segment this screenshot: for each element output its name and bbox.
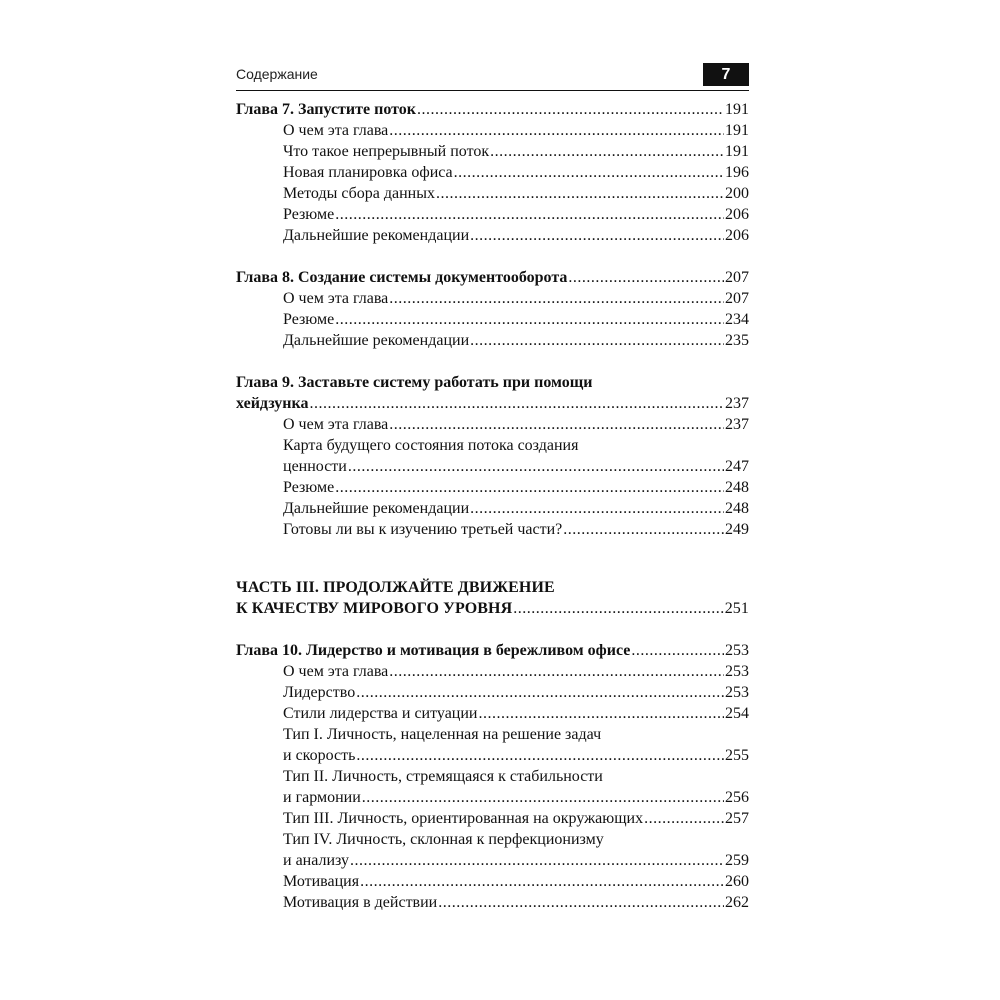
toc-entry-page: 237 xyxy=(725,416,749,433)
toc-entry-title: Глава 8. Создание системы документооборота xyxy=(236,269,568,286)
toc-entry[interactable] xyxy=(236,871,749,892)
dot-leader xyxy=(417,99,724,120)
dot-leader xyxy=(490,141,724,162)
toc-entry-page: 257 xyxy=(725,810,749,827)
toc-entry-page: 262 xyxy=(725,894,749,911)
toc-entry-title: Тип I. Личность, нацеленная на решение задач xyxy=(283,726,602,743)
toc-entry-line2[interactable] xyxy=(236,850,749,871)
dot-leader xyxy=(470,330,724,351)
toc-entry-title: Стили лидерства и ситуации xyxy=(283,705,478,722)
toc-entry[interactable] xyxy=(236,162,749,183)
toc-entry-page: 260 xyxy=(725,873,749,890)
dot-leader xyxy=(356,682,724,703)
dot-leader xyxy=(362,787,724,808)
toc-entry-page: 254 xyxy=(725,705,749,722)
toc-entry-title: Методы сбора данных xyxy=(283,185,435,202)
toc-entry[interactable] xyxy=(236,288,749,309)
spacer xyxy=(236,351,749,372)
toc-entry-title: ЧАСТЬ III. ПРОДОЛЖАЙТЕ ДВИЖЕНИЕ xyxy=(236,579,555,596)
toc-entry-title: ценности xyxy=(283,458,347,475)
toc-chapter-9-line1[interactable] xyxy=(236,372,749,393)
spacer xyxy=(236,540,749,577)
dot-leader xyxy=(356,745,724,766)
toc-entry-title: Резюме xyxy=(283,206,335,223)
toc-entry-line2[interactable] xyxy=(236,745,749,766)
toc-entry[interactable] xyxy=(236,225,749,246)
toc-entry[interactable] xyxy=(236,477,749,498)
toc-entry-line1[interactable] xyxy=(236,766,749,787)
toc-entry-line1[interactable] xyxy=(236,724,749,745)
toc-entry-title: и скорость xyxy=(283,747,356,764)
toc-entry-title: Тип III. Личность, ориентированная на окружающих xyxy=(283,810,644,827)
dot-leader xyxy=(389,288,724,309)
toc-entry[interactable] xyxy=(236,204,749,225)
dot-leader xyxy=(360,871,724,892)
dot-leader xyxy=(478,703,724,724)
toc-entry-title: хейдзунка xyxy=(236,395,309,412)
toc-entry-page: 191 xyxy=(725,101,749,118)
toc-chapter-8[interactable] xyxy=(236,267,749,288)
dot-leader xyxy=(389,661,724,682)
dot-leader xyxy=(389,414,724,435)
toc-entry[interactable] xyxy=(236,141,749,162)
toc-entry-line2[interactable] xyxy=(236,787,749,808)
toc-entry-page: 235 xyxy=(725,332,749,349)
toc-chapter-7[interactable] xyxy=(236,99,749,120)
toc-entry-title: Дальнейшие рекомендации xyxy=(283,227,470,244)
toc-entry[interactable] xyxy=(236,498,749,519)
dot-leader xyxy=(513,598,723,619)
toc-entry-line2[interactable] xyxy=(236,456,749,477)
toc-entry-page: 206 xyxy=(725,206,749,223)
toc-entry-title: Новая планировка офиса xyxy=(283,164,453,181)
spacer xyxy=(236,246,749,267)
toc-entry[interactable] xyxy=(236,309,749,330)
toc-entry-title: Карта будущего состояния потока создания xyxy=(283,437,579,454)
dot-leader xyxy=(350,850,724,871)
toc-chapter-9-line2[interactable] xyxy=(236,393,749,414)
running-head xyxy=(236,63,749,87)
toc-part-3-line2[interactable] xyxy=(236,598,749,619)
toc-entry[interactable] xyxy=(236,808,749,829)
toc-entry-page: 248 xyxy=(725,500,749,517)
toc-entry-page: 196 xyxy=(725,164,749,181)
dot-leader xyxy=(470,498,724,519)
toc-entry-title: К КАЧЕСТВУ МИРОВОГО УРОВНЯ xyxy=(236,600,513,617)
toc-entry-page: 191 xyxy=(725,122,749,139)
toc-entry-page: 249 xyxy=(725,521,749,538)
toc-entry-line1[interactable] xyxy=(236,829,749,850)
toc-part-3-line1[interactable] xyxy=(236,577,749,598)
toc-entry-title: О чем эта глава xyxy=(283,416,389,433)
page-number-badge: 7 xyxy=(703,63,749,86)
toc-entry-title: и анализу xyxy=(283,852,349,869)
dot-leader xyxy=(454,162,724,183)
toc-entry-title: Что такое непрерывный поток xyxy=(283,143,490,160)
toc-entry-page: 191 xyxy=(725,143,749,160)
table-of-contents xyxy=(236,99,749,913)
toc-entry-title: Лидерство xyxy=(283,684,356,701)
running-title: Содержание xyxy=(236,66,318,82)
toc-entry-page: 234 xyxy=(725,311,749,328)
toc-entry-title: О чем эта глава xyxy=(283,290,389,307)
dot-leader xyxy=(644,808,724,829)
toc-entry[interactable] xyxy=(236,120,749,141)
toc-entry-line1[interactable] xyxy=(236,435,749,456)
toc-entry[interactable] xyxy=(236,682,749,703)
dot-leader xyxy=(335,477,724,498)
toc-entry-title: О чем эта глава xyxy=(283,122,389,139)
dot-leader xyxy=(310,393,725,414)
toc-entry-page: 247 xyxy=(725,458,749,475)
dot-leader xyxy=(470,225,724,246)
toc-entry-page: 255 xyxy=(725,747,749,764)
toc-entry-page: 207 xyxy=(725,290,749,307)
toc-entry-page: 206 xyxy=(725,227,749,244)
toc-entry-title: Глава 9. Заставьте систему работать при помощи xyxy=(236,374,593,391)
toc-entry-page: 248 xyxy=(725,479,749,496)
toc-entry[interactable] xyxy=(236,892,749,913)
dot-leader xyxy=(335,309,724,330)
toc-entry-title: Тип IV. Личность, склонная к перфекционизму xyxy=(283,831,604,848)
dot-leader xyxy=(389,120,724,141)
toc-entry-title: Резюме xyxy=(283,479,335,496)
toc-entry-title: Мотивация xyxy=(283,873,360,890)
toc-entry-title: Мотивация в действии xyxy=(283,894,438,911)
toc-entry[interactable] xyxy=(236,661,749,682)
toc-entry-page: 256 xyxy=(725,789,749,806)
dot-leader xyxy=(335,204,724,225)
toc-entry[interactable] xyxy=(236,519,749,540)
toc-chapter-10[interactable] xyxy=(236,640,749,661)
dot-leader xyxy=(631,640,724,661)
toc-entry-page: 200 xyxy=(725,185,749,202)
dot-leader xyxy=(436,183,724,204)
dot-leader xyxy=(438,892,724,913)
toc-entry-page: 251 xyxy=(724,600,749,617)
toc-entry-title: Глава 10. Лидерство и мотивация в бережливом офисе xyxy=(236,642,631,659)
toc-entry-page: 253 xyxy=(725,663,749,680)
toc-entry[interactable] xyxy=(236,183,749,204)
header-rule xyxy=(236,90,749,91)
toc-entry-title: Резюме xyxy=(283,311,335,328)
dot-leader xyxy=(348,456,724,477)
toc-entry[interactable] xyxy=(236,330,749,351)
toc-entry-page: 259 xyxy=(725,852,749,869)
toc-entry-title: и гармонии xyxy=(283,789,361,806)
toc-entry-title: Тип II. Личность, стремящаяся к стабильности xyxy=(283,768,603,785)
spacer xyxy=(236,619,749,640)
toc-entry-title: О чем эта глава xyxy=(283,663,389,680)
toc-entry-title: Готовы ли вы к изучению третьей части? xyxy=(283,521,563,538)
toc-entry-title: Глава 7. Запустите поток xyxy=(236,101,416,118)
toc-entry[interactable] xyxy=(236,414,749,435)
dot-leader xyxy=(568,267,724,288)
toc-entry-title: Дальнейшие рекомендации xyxy=(283,332,470,349)
toc-entry-page: 253 xyxy=(725,642,749,659)
toc-entry-page: 253 xyxy=(725,684,749,701)
toc-entry-page: 237 xyxy=(725,395,749,412)
dot-leader xyxy=(563,519,724,540)
toc-entry-title: Дальнейшие рекомендации xyxy=(283,500,470,517)
toc-entry[interactable] xyxy=(236,703,749,724)
toc-entry-page: 207 xyxy=(725,269,749,286)
